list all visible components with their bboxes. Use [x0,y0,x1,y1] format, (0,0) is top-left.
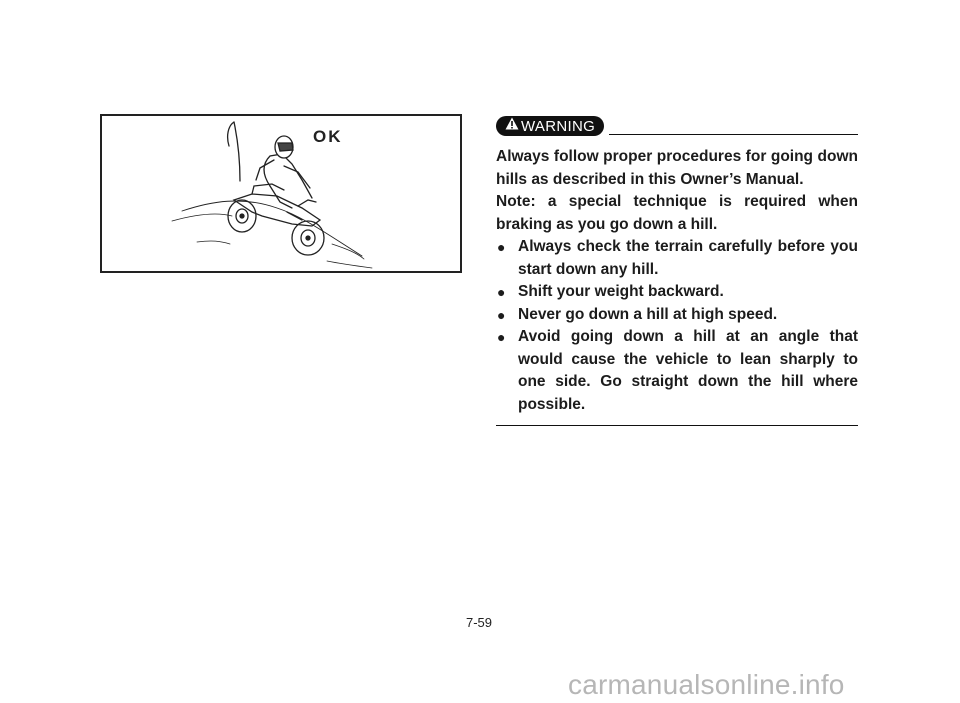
warning-bullet-list [496,236,858,416]
bullet-icon: ● [497,239,506,255]
bullet-item [496,326,858,416]
warning-paragraph: Note: a special technique is required when braking as you go down a hill. [496,193,858,233]
warning-text [496,146,858,416]
figure-label: OK [313,127,343,146]
warning-paragraph: Always follow proper procedures for going down hills as described in this Owner’s Manual. [496,148,858,188]
atv-downhill-illustration [102,116,460,271]
bullet-icon: ● [497,329,506,345]
page-number: 7-59 [466,615,493,630]
bullet-text: Shift your weight backward. [518,283,724,300]
warning-header [496,116,858,138]
bullet-text: Always check the terrain carefully before you start down any hill. [518,238,858,278]
bullet-text: Avoid going down a hill at an angle that would cause the vehicle to lean sharply to one side. Go straight down the hill where possible. [518,328,858,413]
bullet-item [496,281,858,304]
closing-rule [496,425,858,426]
warning-badge [496,116,604,136]
bullet-icon: ● [497,306,506,323]
header-rule [609,134,858,135]
bullet-icon: ● [497,284,506,300]
warning-badge-text: WARNING [521,117,596,135]
bullet-item [496,236,858,281]
warning-triangle-icon [505,117,519,135]
warning-block [496,116,858,426]
illustration-frame [100,114,462,273]
bullet-item [496,304,858,327]
watermark: carmanualsonline.info [568,669,845,700]
bullet-text: Never go down a hill at high speed. [518,305,778,323]
